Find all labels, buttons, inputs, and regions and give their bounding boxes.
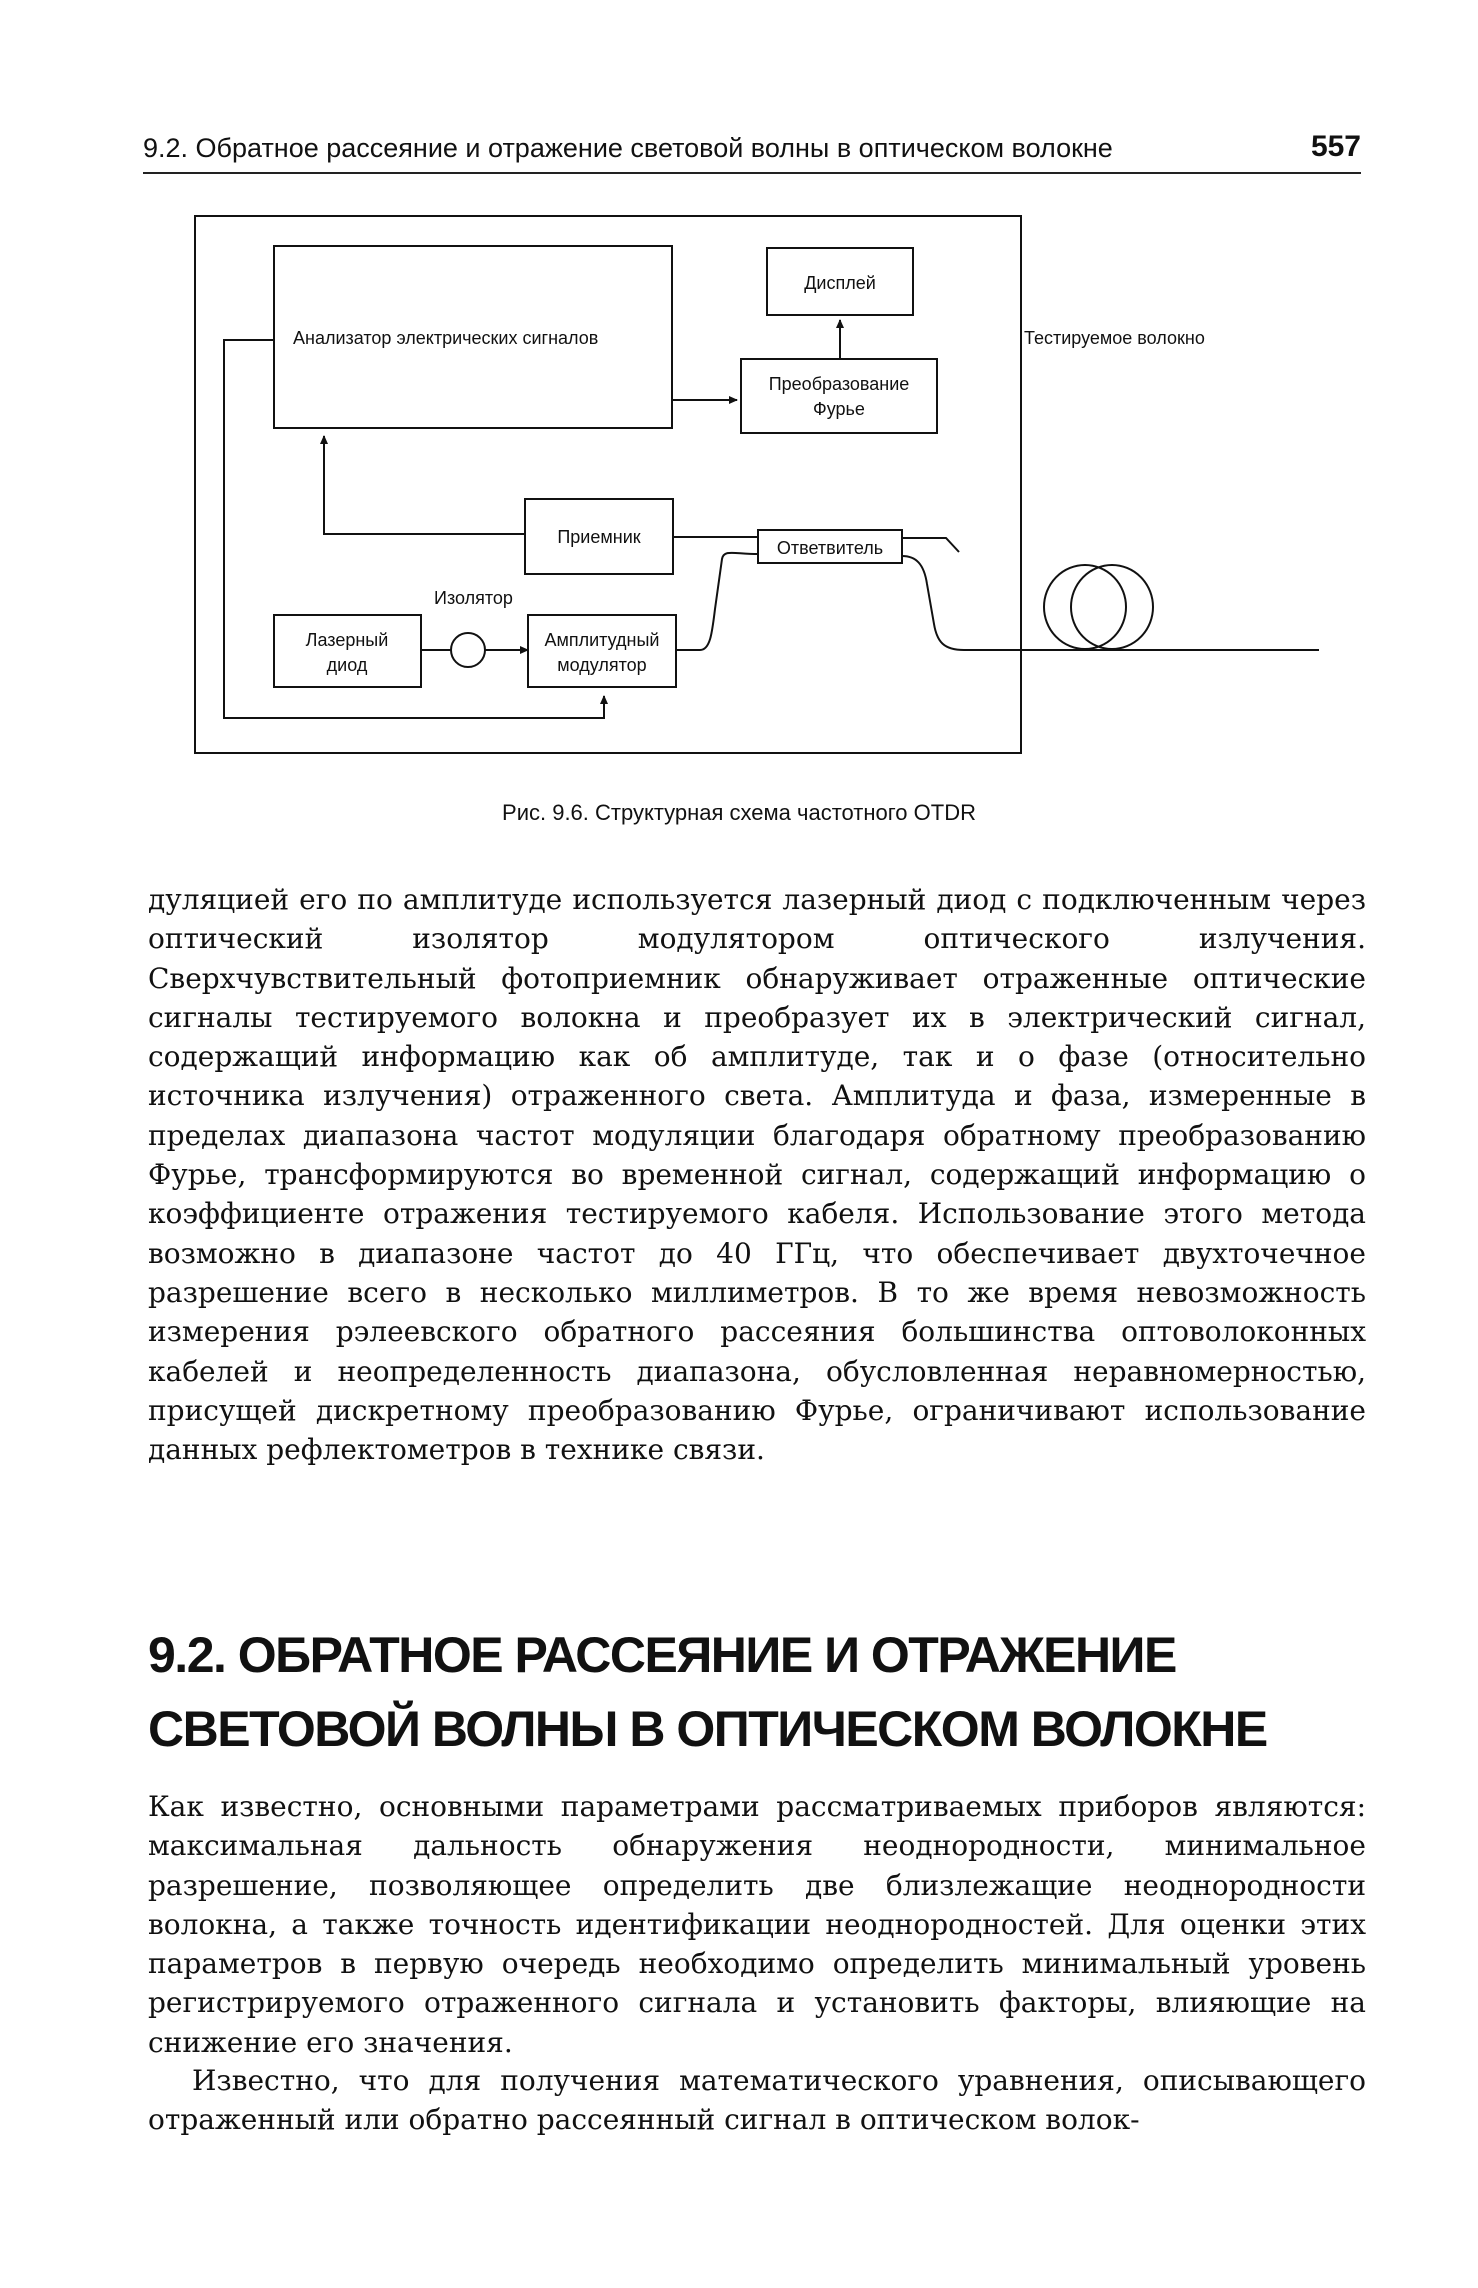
fiber-under-test-label: Тестируемое волокно xyxy=(1024,328,1205,348)
running-title: 9.2. Обратное рассеяние и отражение световой волны в оптическом волокне xyxy=(143,133,1113,163)
paragraph-2: Как известно, основными параметрами рассматриваемых приборов являются: максимальная дальность обнаружения неоднородности, минимальное разрешение, позволяющее определить две близлежащие неоднородности волокна, а также точность идентификации неоднородностей. Для оценки этих параметров в первую очередь необходимо определить минимальный уровень регистрируемого отраженного сигнала и установить факторы, влияющие на снижение его значения. xyxy=(148,1790,1366,2059)
laser-label-line1: Лазерный xyxy=(305,630,389,650)
diagram-canvas xyxy=(194,214,1324,774)
paragraph-3: Известно, что для получения математического уравнения, описывающего отраженный или обратно рассеянный сигнал в оптическом волок- xyxy=(148,2064,1366,2137)
modulator-label-line2: модулятор xyxy=(557,655,647,675)
modulator-label-line1: Амплитудный xyxy=(544,630,660,650)
analyzer-label: Анализатор электрических сигналов xyxy=(293,328,599,348)
running-header xyxy=(143,128,1361,174)
otdr-block-diagram xyxy=(194,214,1324,774)
fiber-coil-icon xyxy=(1044,565,1153,649)
fourier-block xyxy=(741,359,937,433)
modulator-block xyxy=(528,615,676,687)
paragraph-1: дуляцией его по амплитуде используется лазерный диод с подключенным через оптический изолятор модулятором оптического излучения. Сверхчувствительный фотоприемник обнаруживает отраженные оптические сигналы тестируемого волокна и преобразует их в электрический сигнал, содержащий информацию как об амплитуде, так и о фазе (относительно источника излучения) отраженного света. Амплитуда и фаза, измеренные в пределах диапазона частот модуляции благодаря обратному преобразованию Фурье, трансформируются во временной сигнал, содержащий информацию о коэффициенте отражения тестируемого кабеля. Использование этого метода возможно в диапазоне частот до 40 ГГц, что обеспечивает двухточечное разрешение всего в несколько миллиметров. В то же время невозможность измерения рэлеевского обратного рассеяния большинства оптоволоконных кабелей и неопределенность диапазона, обусловленная неравномерностью, присущей дискретному преобразованию Фурье, ограничивают использование данных рефлектометров в технике связи. xyxy=(148,883,1366,1467)
fourier-label-line2: Фурье xyxy=(813,399,865,419)
laser-diode-block xyxy=(274,615,421,687)
isolator-symbol xyxy=(451,633,485,667)
fourier-label-line1: Преобразование xyxy=(768,374,910,394)
display-label: Дисплей xyxy=(804,273,876,293)
receiver-label: Приемник xyxy=(557,527,641,547)
figure-caption: Рис. 9.6. Структурная схема частотного OTDR xyxy=(502,800,976,825)
coupler-label: Ответвитель xyxy=(776,538,884,558)
isolator-label: Изолятор xyxy=(434,588,513,608)
page-number: 557 xyxy=(1310,130,1361,163)
section-heading: 9.2. ОБРАТНОЕ РАССЕЯНИЕ И ОТРАЖЕНИЕ СВЕТОВОЙ ВОЛНЫ В ОПТИЧЕСКОМ ВОЛОКНЕ xyxy=(148,1627,1267,1757)
laser-label-line2: диод xyxy=(326,655,368,675)
